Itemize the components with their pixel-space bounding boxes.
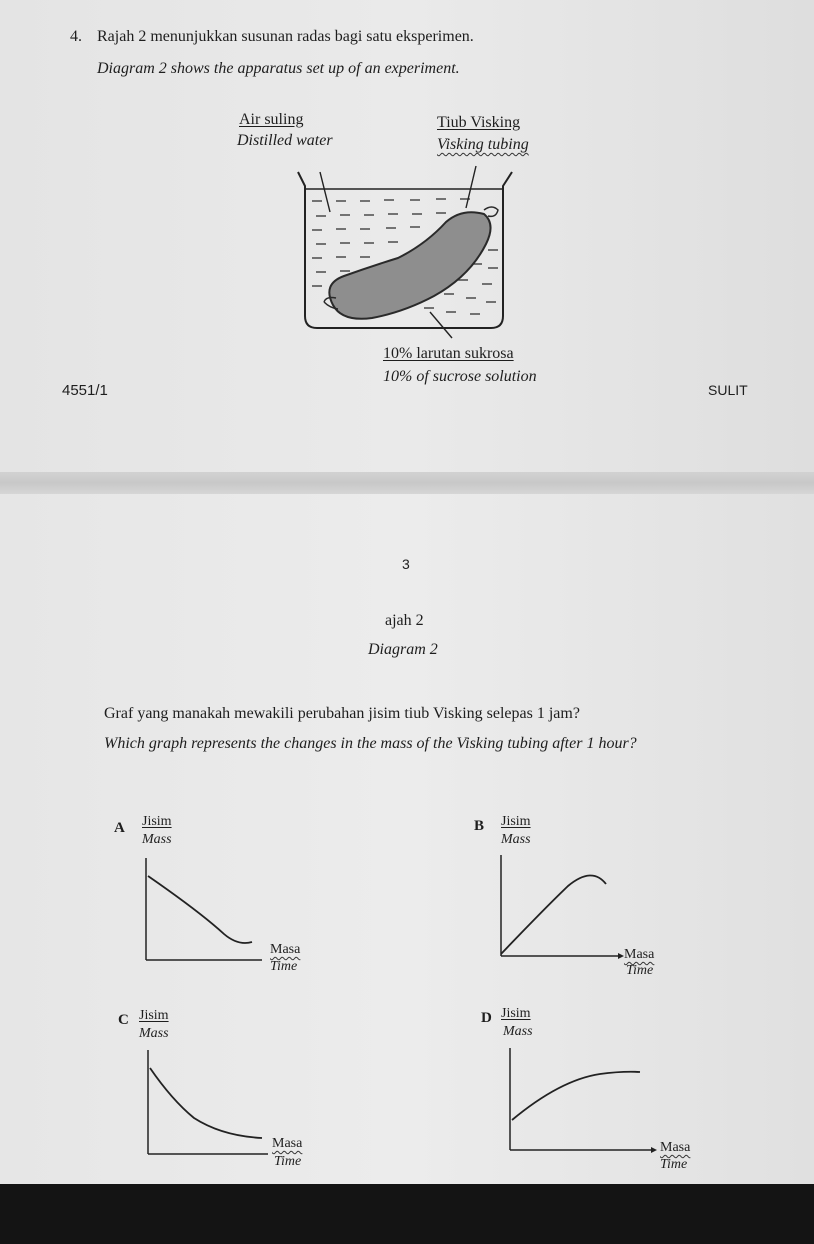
label-visking-malay: Tiub Visking [437,114,521,131]
option-c-letter[interactable]: C [118,1012,129,1028]
graph-d-curve [512,1072,640,1120]
caption-english: Diagram 2 [368,641,438,658]
option-b-x-malay: Masa [624,947,655,962]
option-c-y-english: Mass [139,1026,169,1041]
label-distilled-water-malay: Air suling [239,111,304,128]
option-d-y-english: Mass [503,1024,533,1039]
prompt-english: Which graph represents the changes in the mass of the Visking tubing after 1 hour? [104,735,637,752]
question-text-malay: Rajah 2 menunjukkan susunan radas bagi satu eksperimen. [97,28,474,45]
label-distilled-water-english: Distilled water [237,132,333,149]
page-number: 3 [402,556,410,572]
option-a-y-malay: Jisim [142,814,172,829]
label-visking-english: Visking tubing [437,136,529,153]
option-a-y-english: Mass [142,832,172,847]
option-c-x-malay: Masa [272,1136,303,1151]
option-d-x-english: Time [660,1157,688,1172]
paper-code: 4551/1 [62,382,108,399]
option-a-letter[interactable]: A [114,820,125,836]
option-a-x-english: Time [270,959,298,974]
option-b-x-english: Time [626,963,654,978]
question-text-english: Diagram 2 shows the apparatus set up of an experiment. [97,60,460,77]
option-a-x-malay: Masa [270,942,301,957]
option-b-y-english: Mass [501,832,531,847]
option-d-letter[interactable]: D [481,1010,492,1026]
option-d-x-malay: Masa [660,1140,691,1155]
label-sucrose-english: 10% of sucrose solution [383,368,537,385]
option-c-x-english: Time [274,1154,302,1169]
prompt-malay: Graf yang manakah mewakili perubahan jisim tiub Visking selepas 1 jam? [104,705,580,722]
option-b-y-malay: Jisim [501,814,531,829]
option-d-y-malay: Jisim [501,1006,531,1021]
option-b-letter[interactable]: B [474,818,485,834]
option-c-y-malay: Jisim [139,1008,169,1023]
question-number: 4. [70,28,82,45]
label-sucrose-malay: 10% larutan sukrosa [383,345,514,362]
caption-malay: ajah 2 [385,612,424,629]
status-label: SULIT [708,382,748,398]
